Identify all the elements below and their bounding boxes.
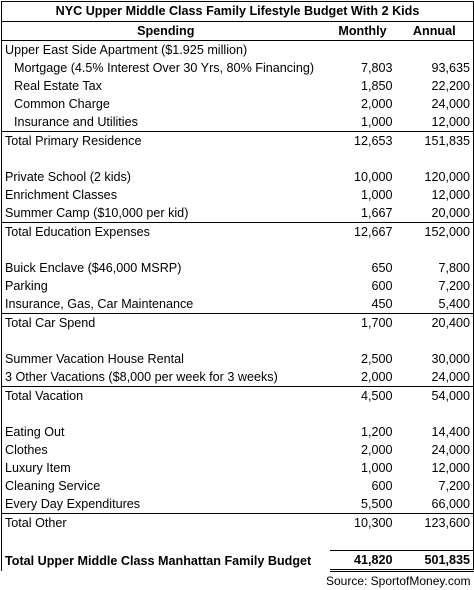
- title-row: [2, 2, 474, 22]
- budget-row: [2, 441, 474, 459]
- annual-value: 14,400: [396, 423, 474, 441]
- monthly-value: 2,000: [330, 368, 396, 387]
- budget-row: [2, 77, 474, 95]
- monthly-value: 450: [330, 295, 396, 314]
- monthly-value: 2,000: [330, 95, 396, 113]
- monthly-value: 1,200: [330, 423, 396, 441]
- row-label: Mortgage (4.5% Interest Over 30 Yrs, 80% Financing): [2, 59, 330, 77]
- budget-table: [1, 1, 474, 590]
- table-title: NYC Upper Middle Class Family Lifestyle Budget With 2 Kids: [2, 2, 474, 22]
- monthly-value: 1,850: [330, 77, 396, 95]
- spending-header: Spending: [2, 22, 330, 41]
- spacer-cell: [330, 405, 396, 423]
- spacer-row: [2, 405, 474, 423]
- budget-row: [2, 186, 474, 204]
- annual-header: Annual: [396, 22, 474, 41]
- spacer-cell: [2, 332, 330, 350]
- annual-value: 22,200: [396, 77, 474, 95]
- row-label: 3 Other Vacations ($8,000 per week for 3 weeks): [2, 368, 330, 387]
- spacer-row: [2, 150, 474, 168]
- row-label: Common Charge: [2, 95, 330, 113]
- subtotal-row: [2, 132, 474, 151]
- spacer-cell: [330, 241, 396, 259]
- row-label: Insurance, Gas, Car Maintenance: [2, 295, 330, 314]
- monthly-value: 4,500: [330, 387, 396, 406]
- row-label: Eating Out: [2, 423, 330, 441]
- annual-value: 20,000: [396, 204, 474, 223]
- header-row: [2, 22, 474, 41]
- monthly-value: [330, 41, 396, 60]
- annual-value: 120,000: [396, 168, 474, 186]
- monthly-value: 2,000: [330, 441, 396, 459]
- spacer-cell: [330, 150, 396, 168]
- budget-row: [2, 95, 474, 113]
- row-label: Total Education Expenses: [2, 223, 330, 242]
- budget-row: [2, 459, 474, 477]
- annual-value: 30,000: [396, 350, 474, 368]
- monthly-value: 1,000: [330, 459, 396, 477]
- annual-value: 93,635: [396, 59, 474, 77]
- row-label: Total Primary Residence: [2, 132, 330, 151]
- annual-value: 7,800: [396, 259, 474, 277]
- spacer-row: [2, 241, 474, 259]
- row-label: Insurance and Utilities: [2, 113, 330, 132]
- monthly-value: 7,803: [330, 59, 396, 77]
- annual-value: 66,000: [396, 495, 474, 514]
- spacer-cell: [396, 150, 474, 168]
- row-label: Total Vacation: [2, 387, 330, 406]
- budget-sheet: [1, 1, 473, 590]
- source-row: [2, 571, 474, 590]
- monthly-value: 1,000: [330, 113, 396, 132]
- monthly-value: 1,000: [330, 186, 396, 204]
- row-label: Summer Vacation House Rental: [2, 350, 330, 368]
- annual-value: 54,000: [396, 387, 474, 406]
- row-label: Cleaning Service: [2, 477, 330, 495]
- subtotal-row: [2, 314, 474, 333]
- row-label: Enrichment Classes: [2, 186, 330, 204]
- monthly-value: 2,500: [330, 350, 396, 368]
- budget-row: [2, 423, 474, 441]
- row-label: Total Other: [2, 514, 330, 533]
- row-label: Total Car Spend: [2, 314, 330, 333]
- budget-row: [2, 59, 474, 77]
- budget-row: [2, 204, 474, 223]
- monthly-value: 12,653: [330, 132, 396, 151]
- row-label: Clothes: [2, 441, 330, 459]
- row-label: Luxury Item: [2, 459, 330, 477]
- annual-value: 501,835: [396, 551, 474, 571]
- budget-row: [2, 259, 474, 277]
- budget-body: [2, 41, 474, 571]
- annual-value: 12,000: [396, 186, 474, 204]
- budget-row: [2, 277, 474, 295]
- monthly-value: 12,667: [330, 223, 396, 242]
- budget-row: [2, 350, 474, 368]
- subtotal-row: [2, 514, 474, 533]
- annual-value: 123,600: [396, 514, 474, 533]
- row-label: Summer Camp ($10,000 per kid): [2, 204, 330, 223]
- annual-value: 5,400: [396, 295, 474, 314]
- spacer-cell: [2, 405, 330, 423]
- subtotal-row: [2, 223, 474, 242]
- monthly-value: 10,300: [330, 514, 396, 533]
- monthly-value: 41,820: [330, 551, 396, 571]
- row-label: Real Estate Tax: [2, 77, 330, 95]
- annual-value: 151,835: [396, 132, 474, 151]
- source-credit: Source: SportofMoney.com: [2, 571, 474, 590]
- monthly-value: 1,667: [330, 204, 396, 223]
- spacer-cell: [2, 241, 330, 259]
- monthly-value: 5,500: [330, 495, 396, 514]
- budget-row: [2, 113, 474, 132]
- annual-value: 24,000: [396, 441, 474, 459]
- spacer-cell: [396, 405, 474, 423]
- annual-value: 152,000: [396, 223, 474, 242]
- budget-row: [2, 477, 474, 495]
- row-label: Total Upper Middle Class Manhattan Family Budget: [2, 551, 330, 571]
- annual-value: 7,200: [396, 477, 474, 495]
- annual-value: 7,200: [396, 277, 474, 295]
- monthly-value: 10,000: [330, 168, 396, 186]
- annual-value: 12,000: [396, 113, 474, 132]
- spacer-cell: [396, 241, 474, 259]
- row-label: Parking: [2, 277, 330, 295]
- monthly-value: 1,700: [330, 314, 396, 333]
- row-label: Upper East Side Apartment ($1.925 million): [2, 41, 330, 60]
- spacer-cell: [330, 532, 396, 551]
- row-label: Every Day Expenditures: [2, 495, 330, 514]
- subtotal-row: [2, 387, 474, 406]
- spacer-cell: [2, 532, 330, 551]
- annual-value: 24,000: [396, 368, 474, 387]
- monthly-value: 600: [330, 477, 396, 495]
- budget-row: [2, 368, 474, 387]
- monthly-value: 650: [330, 259, 396, 277]
- annual-value: 24,000: [396, 95, 474, 113]
- budget-row: [2, 295, 474, 314]
- spacer-row: [2, 332, 474, 350]
- annual-value: 20,400: [396, 314, 474, 333]
- spacer-cell: [396, 332, 474, 350]
- row-label: Buick Enclave ($46,000 MSRP): [2, 259, 330, 277]
- spacer-cell: [2, 150, 330, 168]
- budget-row: [2, 168, 474, 186]
- annual-value: [396, 41, 474, 60]
- budget-row: [2, 495, 474, 514]
- budget-row: [2, 41, 474, 60]
- grand-total-row: [2, 551, 474, 571]
- annual-value: 12,000: [396, 459, 474, 477]
- monthly-header: Monthly: [330, 22, 396, 41]
- monthly-value: 600: [330, 277, 396, 295]
- spacer-cell: [396, 532, 474, 551]
- spacer-cell: [330, 332, 396, 350]
- spacer-row: [2, 532, 474, 551]
- row-label: Private School (2 kids): [2, 168, 330, 186]
